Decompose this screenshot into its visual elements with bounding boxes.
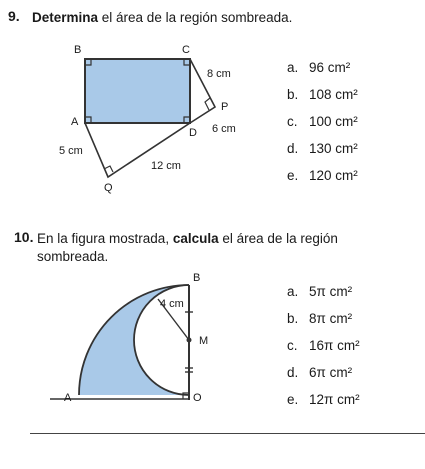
- q9-prompt-rest: el área de la región sombreada.: [98, 10, 293, 25]
- q9-prompt-verb: Determina: [32, 10, 99, 25]
- q10-label-A: A: [64, 392, 72, 404]
- q10-label-radius: 4 cm: [160, 298, 184, 310]
- q10-option-c[interactable]: c. 16π cm²: [287, 338, 360, 353]
- q9-label-Q: Q: [104, 182, 113, 194]
- q9-number: 9.: [8, 8, 20, 24]
- q10-label-B: B: [193, 272, 201, 284]
- q9-option-d[interactable]: d. 130 cm²: [287, 141, 358, 156]
- q10-number: 10.: [14, 229, 34, 245]
- q10-label-M: M: [199, 335, 209, 347]
- q9-option-b[interactable]: b. 108 cm²: [287, 87, 358, 102]
- q10-option-b[interactable]: b. 8π cm²: [287, 311, 353, 326]
- q9-label-side-cp: 8 cm: [207, 68, 231, 80]
- q10-option-e[interactable]: e. 12π cm²: [287, 392, 360, 407]
- q9-option-c[interactable]: c. 100 cm²: [287, 114, 358, 129]
- q9-option-a[interactable]: a. 96 cm²: [287, 60, 351, 75]
- q10-prompt-line2: sombreada.: [37, 249, 109, 264]
- bottom-divider: [30, 433, 425, 434]
- q10-option-d[interactable]: d. 6π cm²: [287, 365, 353, 380]
- q9-option-e[interactable]: e. 120 cm²: [287, 168, 358, 183]
- q9-label-C: C: [182, 44, 190, 56]
- q10-option-a[interactable]: a. 5π cm²: [287, 284, 353, 299]
- q10-label-O: O: [193, 392, 202, 404]
- q9-label-side-dq: 12 cm: [151, 160, 181, 172]
- q9-label-side-aq: 5 cm: [59, 145, 83, 157]
- q9-label-D: D: [189, 127, 197, 139]
- q10-prompt-verb: calcula: [172, 231, 219, 246]
- q10-prompt-line1: En la figura mostrada, calcula el área de la región: [37, 231, 338, 246]
- q10-point-M: [187, 338, 192, 343]
- q9-label-A: A: [71, 116, 79, 128]
- q9-label-side-dp: 6 cm: [212, 123, 236, 135]
- q9-label-P: P: [221, 101, 229, 113]
- q9-label-B: B: [74, 44, 82, 56]
